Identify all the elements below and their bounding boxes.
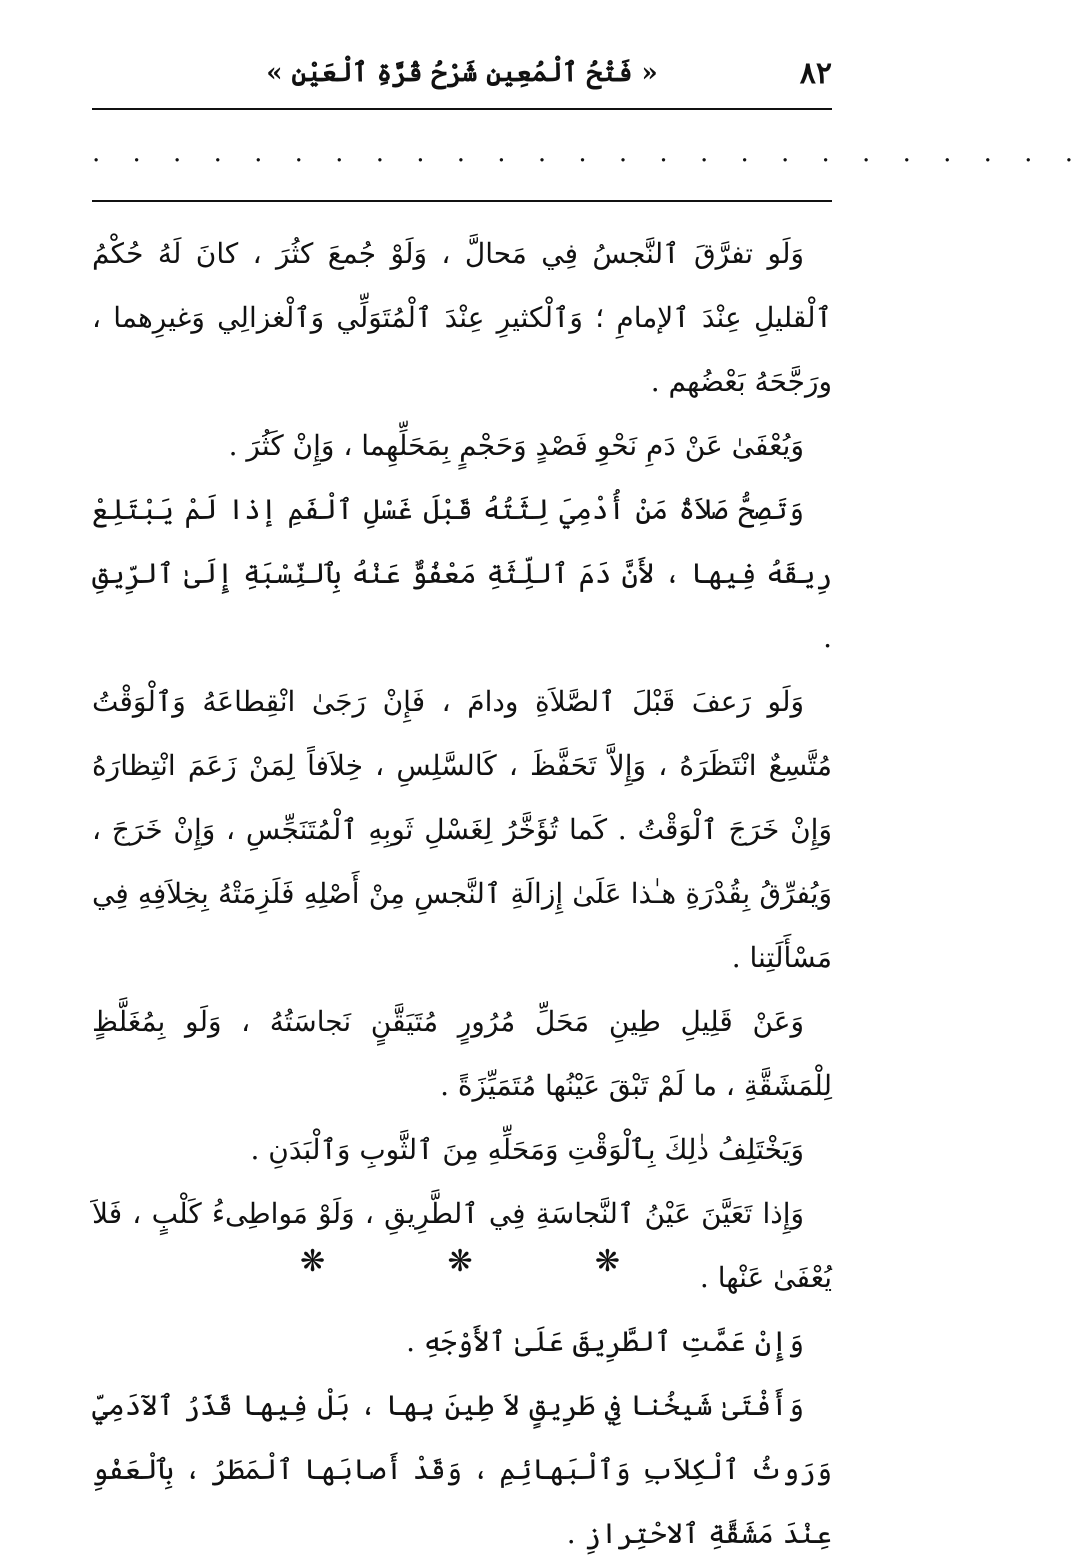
paragraph: وَأَفْتَىٰ شَيخُنا فِي طَرِيقٍ لاَ طِينَ بِها ، بَلْ فِيها قَذَرُ ٱلآدَمِيِّ وَرَوثُ ٱلْكِلاَبِ وَٱلْبَهائِمِ ، وَقَدْ أَصابَها ٱلْمَطَرُ ، بِٱلْعَفْوِ عِنْدَ مَشَقَّةِ ٱلاحْتِرازِ . bbox=[92, 1389, 832, 1550]
paragraph: وَعَنْ قَلِيلِ طِينِ مَحَلِّ مُرُورٍ مُتَيَقَّنٍ نَجاسَتُهُ ، وَلَو بِمُغَلَّظٍ لِلْمَشَقَّةِ ، ما لَمْ تَبْقَ عَيْنُها مُتَمَيِّزَةً . bbox=[92, 1005, 832, 1102]
paragraph: وَلَو رَعفَ قَبْلَ ٱلصَّلاَةِ ودامَ ، فَإِنْ رَجَىٰ انْقِطاعَهُ وَٱلْوَقْتُ مُتَّسِعٌ انْتَظَرَهُ ، وَإِلاَّ تَحَفَّظَ ، كَالسَّلِسِ ، خِلاَفاً لِمَنْ زَعَمَ انْتِظارَهُ وَإِنْ خَرَجَ ٱلْوَقْتُ . كَما تُؤَخَّرُ لِغَسْلِ ثَوبِهِ ٱلْمُتَنَجِّسِ ، وَإِنْ خَرَجَ ، وَيُفرِّقُ بِقُدْرَةِ هـٰذا عَلَىٰ إِزالَةِ ٱلنَّجسِ مِنْ أَصْلِهِ فَلَزِمَتْهُ بِخِلاَفِهِ فِي مَسْأَلَتِنا . bbox=[92, 685, 832, 974]
body-text bbox=[92, 222, 832, 1566]
paragraph: وَإِنْ عَمَّتِ ٱلطَّرِيقَ عَلَىٰ ٱلأَوْجَهِ . bbox=[406, 1325, 804, 1358]
body-rule bbox=[92, 200, 832, 202]
paragraph: وَيُعْفَىٰ عَنْ دَمِ نَحْوِ فَصْدٍ وَحَجْمٍ بِمَحَلِّهِما ، وَإِنْ كَثُرَ . bbox=[228, 429, 804, 462]
paragraph: وَيَخْتَلِفُ ذٰلِكَ بِٱلْوَقْتِ وَمَحَلِّهِ مِنَ ٱلثَّوبِ وَٱلْبَدَنِ . bbox=[250, 1133, 804, 1166]
asterism-icon: ❋ bbox=[447, 1244, 473, 1279]
page-number: ٨٢ bbox=[799, 56, 832, 91]
paragraph: وَإِذا تَعَيَّنَ عَيْنُ ٱلنَّجاسَةِ فِي ٱلطَّرِيقِ ، وَلَوْ مَواطِىءُ كَلْبٍ ، فَلاَ يُعْفَىٰ عَنْها . bbox=[92, 1197, 832, 1294]
running-title: « فَتْحُ ٱلْمُعِينِ شَرْحُ قُرَّةِ ٱلْعَيْنِ » bbox=[266, 58, 658, 88]
asterism-icon: ❋ bbox=[300, 1244, 326, 1279]
section-end-ornaments bbox=[300, 1244, 620, 1284]
asterism-icon: ❋ bbox=[594, 1244, 620, 1279]
separator-dots: . . . . . . . . . . . . . . . . . . . . . . . . . bbox=[92, 138, 1085, 168]
header-rule bbox=[92, 108, 832, 110]
paragraph: وَتَصِحُّ صَلاَةُ مَنْ أُدْمِيَ لِثَتُهُ قَبْلَ غَسْلِ ٱلْفَمِ إذا لَمْ يَبْتَلِعْ رِيقَهُ فِيها ، لأَنَّ دَمَ ٱللِّثَةِ مَعْفُوٌّ عَنْهُ بِٱلنِّسْبَةِ إِلَىٰ ٱلرِّيقِ . bbox=[92, 493, 832, 654]
page-header bbox=[92, 52, 832, 100]
paragraph: وَلَو تفرَّقَ ٱلنَّجسُ فِي مَحالَّ ، وَلَوْ جُمعَ كثُرَ ، كانَ لَهُ حُكْمُ ٱلْقليلِ عِنْدَ ٱلإمامِ ؛ وَٱلْكثيرِ عِنْدَ ٱلْمُتَوَلِّي وَٱلْغزالِي وَغيرِهما ، ورَجَّحَهُ بَعْضُهم . bbox=[92, 237, 832, 398]
